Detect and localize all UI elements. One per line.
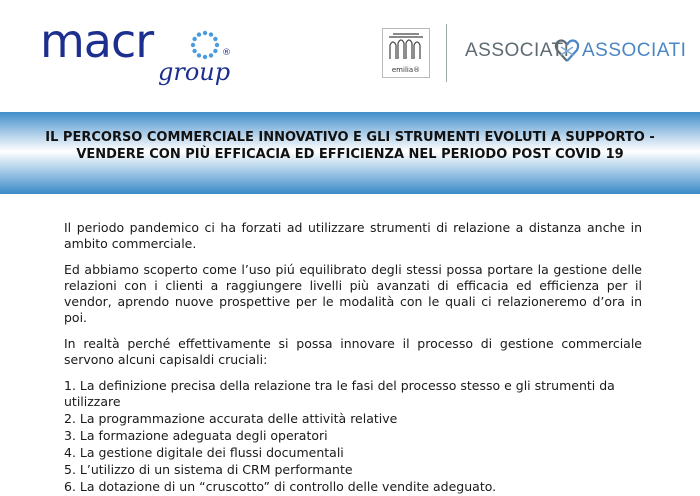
macro-logo-dotted-o-icon — [190, 30, 220, 60]
list-item: 3. La formazione adeguata degli operatori — [64, 428, 328, 443]
capisaldi-list — [64, 378, 642, 495]
list-item: 4. La gestione digitale dei flussi documentali — [64, 445, 344, 460]
emilia-logo — [382, 28, 430, 78]
associati-left-word: ASSOCIATI — [465, 40, 570, 61]
list-item: 2. La programmazione accurata delle attività relative — [64, 411, 398, 426]
interlocked-heart-icon — [554, 36, 580, 64]
paragraph-capisaldi: In realtà perché effettivamente si possa innovare il processo di gestione commerciale servono alcuni capisaldi cruciali: — [64, 336, 642, 367]
header-divider — [446, 24, 447, 82]
building-arches-icon — [387, 31, 425, 61]
associati-right-word: ASSOCIATI — [582, 40, 687, 61]
macro-group-logo — [40, 14, 240, 88]
document-title: IL PERCORSO COMMERCIALE INNOVATIVO E GLI STRUMENTI EVOLUTI A SUPPORTO - VENDERE CON PIÙ EFFICACIA ED EFFICIENZA NEL PERIODO POST COVID 19 — [45, 130, 655, 162]
emilia-logo-label: emilia® — [391, 66, 421, 74]
list-item: 1. La definizione precisa della relazione tra le fasi del processo stesso e gli strumenti da utilizzare — [64, 378, 615, 409]
list-item: 6. La dotazione di un “cruscotto” di controllo delle vendite adeguato. — [64, 479, 497, 494]
macro-logo-group-word: group — [158, 58, 231, 86]
macro-logo-word: macr — [40, 14, 154, 68]
document-body — [64, 220, 642, 496]
registered-mark: ® — [222, 48, 231, 58]
header — [0, 0, 700, 112]
list-item: 5. L’utilizzo di un sistema di CRM performante — [64, 462, 353, 477]
paragraph-discovery: Ed abbiamo scoperto come l’uso piú equilibrato degli stessi possa portare la gestione delle relazioni con i clienti a raggiungere livelli più avanzati di efficacia ed efficienza per il vendor, aprendo nuove prospettive per le modalità con le quali ci relazioneremo d’ora in poi. — [64, 262, 642, 325]
paragraph-intro: Il periodo pandemico ci ha forzati ad utilizzare strumenti di relazione a distanza anche in ambito commerciale. — [64, 220, 642, 251]
